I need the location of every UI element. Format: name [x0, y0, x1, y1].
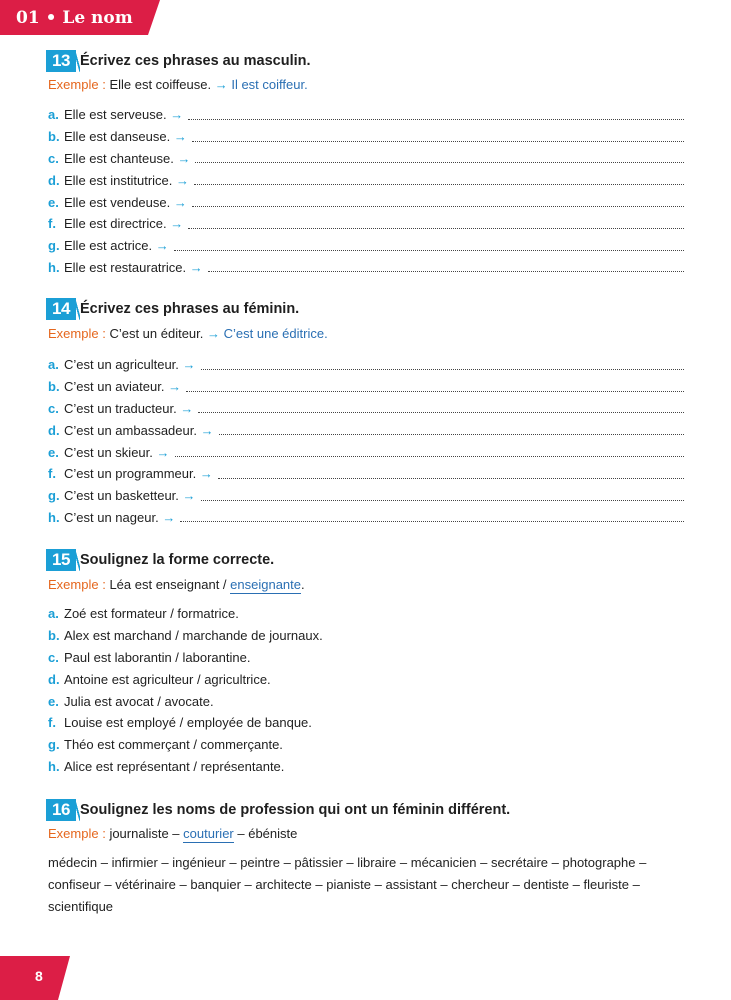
- arrow-icon: →: [214, 77, 228, 92]
- item-text: Elle est restauratrice.: [64, 259, 187, 275]
- list-item: [48, 354, 684, 376]
- example-answer: → Il est coiffeur.: [214, 77, 308, 92]
- list-item: [48, 441, 684, 463]
- exercise-13-header: [46, 50, 686, 74]
- list-item: [48, 104, 684, 126]
- list-item: [48, 507, 684, 529]
- item-text: Elle est directrice.: [64, 216, 167, 232]
- example-text: journaliste –: [109, 826, 180, 841]
- example-text: C’est un éditeur.: [109, 326, 204, 341]
- item-letter: f.: [48, 715, 56, 731]
- item-letter: h.: [48, 758, 60, 774]
- item-letter: d.: [48, 671, 60, 687]
- list-item[interactable]: [48, 690, 684, 712]
- exercise-title: Écrivez ces phrases au féminin.: [80, 301, 300, 317]
- arrow-icon: →: [162, 509, 176, 525]
- list-item: [48, 235, 684, 257]
- answer-line[interactable]: [192, 197, 684, 207]
- exercise-number: 13: [46, 50, 76, 72]
- answer-line[interactable]: [174, 241, 684, 251]
- answer-line[interactable]: [188, 110, 684, 120]
- item-letter: a.: [48, 357, 59, 373]
- item-letter: c.: [48, 150, 59, 166]
- arrow-icon: →: [180, 400, 194, 416]
- item-text: Théo est commerçant / commerçante.: [64, 737, 283, 753]
- exercise-16: [46, 799, 686, 914]
- list-item: [48, 213, 684, 235]
- item-text: Julia est avocat / avocate.: [64, 693, 214, 709]
- item-text: Antoine est agriculteur / agricultrice.: [64, 671, 271, 687]
- list-item[interactable]: [48, 668, 684, 690]
- item-text: Elle est actrice.: [64, 238, 153, 254]
- arrow-icon: →: [170, 107, 184, 123]
- list-item[interactable]: [48, 756, 684, 778]
- answer-line[interactable]: [192, 132, 684, 142]
- list-item[interactable]: [48, 625, 684, 647]
- item-text: C’est un agriculteur.: [64, 357, 179, 373]
- arrow-icon: →: [200, 422, 214, 438]
- example-answer: → C’est une éditrice.: [207, 326, 328, 341]
- example-underlined-answer: enseignante: [230, 577, 301, 592]
- arrow-icon: →: [173, 194, 187, 210]
- item-text: C’est un skieur.: [64, 444, 153, 460]
- answer-line[interactable]: [219, 425, 684, 435]
- exercise-example: [48, 826, 297, 841]
- item-letter: e.: [48, 194, 59, 210]
- exercise-title: Écrivez ces phrases au masculin.: [80, 53, 311, 69]
- list-item: [48, 485, 684, 507]
- answer-line[interactable]: [208, 262, 684, 272]
- item-letter: a.: [48, 107, 59, 123]
- example-text: Léa est enseignant /: [109, 577, 227, 592]
- answer-line[interactable]: [186, 382, 684, 392]
- list-item: [48, 257, 684, 279]
- list-item[interactable]: [48, 712, 684, 734]
- arrow-icon: →: [155, 238, 169, 254]
- exercise-items: [48, 354, 684, 528]
- list-item: [48, 398, 684, 420]
- item-letter: b.: [48, 129, 60, 145]
- arrow-icon: →: [189, 259, 203, 275]
- item-letter: f.: [48, 216, 56, 232]
- item-text: Alex est marchand / marchande de journaux.: [64, 628, 323, 644]
- item-letter: h.: [48, 259, 60, 275]
- item-letter: b.: [48, 379, 60, 395]
- answer-line[interactable]: [218, 469, 684, 479]
- item-text: Paul est laborantin / laborantine.: [64, 649, 251, 665]
- arrow-icon: →: [156, 444, 170, 460]
- exercise-example: Exemple : Léa est enseignant / enseignante.: [48, 577, 305, 592]
- exercise-items: [48, 104, 684, 278]
- item-text: C’est un basketteur.: [64, 488, 179, 504]
- list-item: [48, 463, 684, 485]
- item-letter: f.: [48, 466, 56, 482]
- exercise-14: [46, 298, 686, 525]
- arrow-icon: →: [173, 129, 187, 145]
- exercise-items: [48, 603, 684, 777]
- arrow-icon: →: [182, 488, 196, 504]
- arrow-icon: →: [168, 379, 182, 395]
- list-item: [48, 169, 684, 191]
- item-text: C’est un nageur.: [64, 509, 159, 525]
- item-text: Louise est employé / employée de banque.: [64, 715, 312, 731]
- exercise-15: [46, 549, 686, 774]
- item-text: Elle est danseuse.: [64, 129, 171, 145]
- item-letter: c.: [48, 649, 59, 665]
- answer-line[interactable]: [198, 403, 684, 413]
- answer-line[interactable]: [188, 219, 684, 229]
- example-label: Exemple :: [48, 826, 106, 841]
- example-text-end: – ébéniste: [237, 826, 298, 841]
- item-letter: a.: [48, 606, 59, 622]
- arrow-icon: →: [176, 172, 189, 188]
- list-item: [48, 126, 684, 148]
- item-text: Elle est serveuse.: [64, 107, 167, 123]
- exercise-example: [48, 77, 308, 92]
- answer-line[interactable]: [201, 491, 684, 501]
- example-label: Exemple :: [48, 577, 106, 592]
- arrow-icon: →: [182, 357, 196, 373]
- exercise-number: 16: [46, 799, 76, 821]
- list-item[interactable]: [48, 647, 684, 669]
- example-text: Elle est coiffeuse.: [109, 77, 212, 92]
- item-letter: c.: [48, 400, 59, 416]
- profession-word-list[interactable]: médecin – infirmier – ingénieur – peintre – pâtissier – libraire – mécanicien – secrétaire – photographe – confiseur – vétérinaire – banquier – architecte – pianiste – assistant – chercheur – dentiste – fleuriste – scientifique: [48, 855, 647, 914]
- answer-line[interactable]: [194, 175, 684, 185]
- item-letter: g.: [48, 737, 60, 753]
- example-underlined-answer: couturier: [183, 826, 234, 841]
- item-text: Elle est vendeuse.: [64, 194, 171, 210]
- exercise-example: [48, 326, 328, 341]
- answer-line[interactable]: [180, 512, 684, 522]
- item-letter: e.: [48, 693, 59, 709]
- list-item[interactable]: [48, 603, 684, 625]
- item-letter: d.: [48, 172, 60, 188]
- list-item: [48, 376, 684, 398]
- example-label: Exemple :: [48, 326, 106, 341]
- exercise-15-header: [46, 549, 686, 573]
- example-label: Exemple :: [48, 77, 106, 92]
- item-letter: h.: [48, 509, 60, 525]
- list-item: [48, 191, 684, 213]
- item-text: C’est un ambassadeur.: [64, 422, 197, 438]
- chapter-title: 01 • Le nom: [16, 8, 133, 28]
- item-text: C’est un traducteur.: [64, 400, 177, 416]
- item-text: Elle est institutrice.: [64, 172, 173, 188]
- item-text: C’est un aviateur.: [64, 379, 165, 395]
- arrow-icon: →: [199, 466, 213, 482]
- exercise-number: 15: [46, 549, 76, 571]
- exercise-title: Soulignez la forme correcte.: [80, 552, 275, 568]
- item-letter: e.: [48, 444, 59, 460]
- item-letter: b.: [48, 628, 60, 644]
- answer-line[interactable]: [195, 153, 684, 163]
- exercise-14-header: [46, 298, 686, 322]
- arrow-icon: →: [207, 326, 221, 341]
- exercise-title: Soulignez les noms de profession qui ont un féminin différent.: [80, 802, 511, 818]
- answer-line[interactable]: [175, 447, 685, 457]
- exercise-16-header: [46, 799, 686, 823]
- arrow-icon: →: [170, 216, 184, 232]
- item-text: Zoé est formateur / formatrice.: [64, 606, 239, 622]
- exercise-13: [46, 50, 686, 275]
- list-item: [48, 419, 684, 441]
- item-text: C’est un programmeur.: [64, 466, 197, 482]
- item-text: Elle est chanteuse.: [64, 150, 174, 166]
- list-item: [48, 148, 684, 170]
- page-number: 8: [35, 968, 43, 984]
- arrow-icon: →: [177, 150, 191, 166]
- list-item[interactable]: [48, 734, 684, 756]
- item-text: Alice est représentant / représentante.: [64, 758, 285, 774]
- exercise-number: 14: [46, 298, 76, 320]
- item-letter: g.: [48, 238, 60, 254]
- item-letter: d.: [48, 422, 60, 438]
- item-letter: g.: [48, 488, 60, 504]
- answer-line[interactable]: [201, 360, 684, 370]
